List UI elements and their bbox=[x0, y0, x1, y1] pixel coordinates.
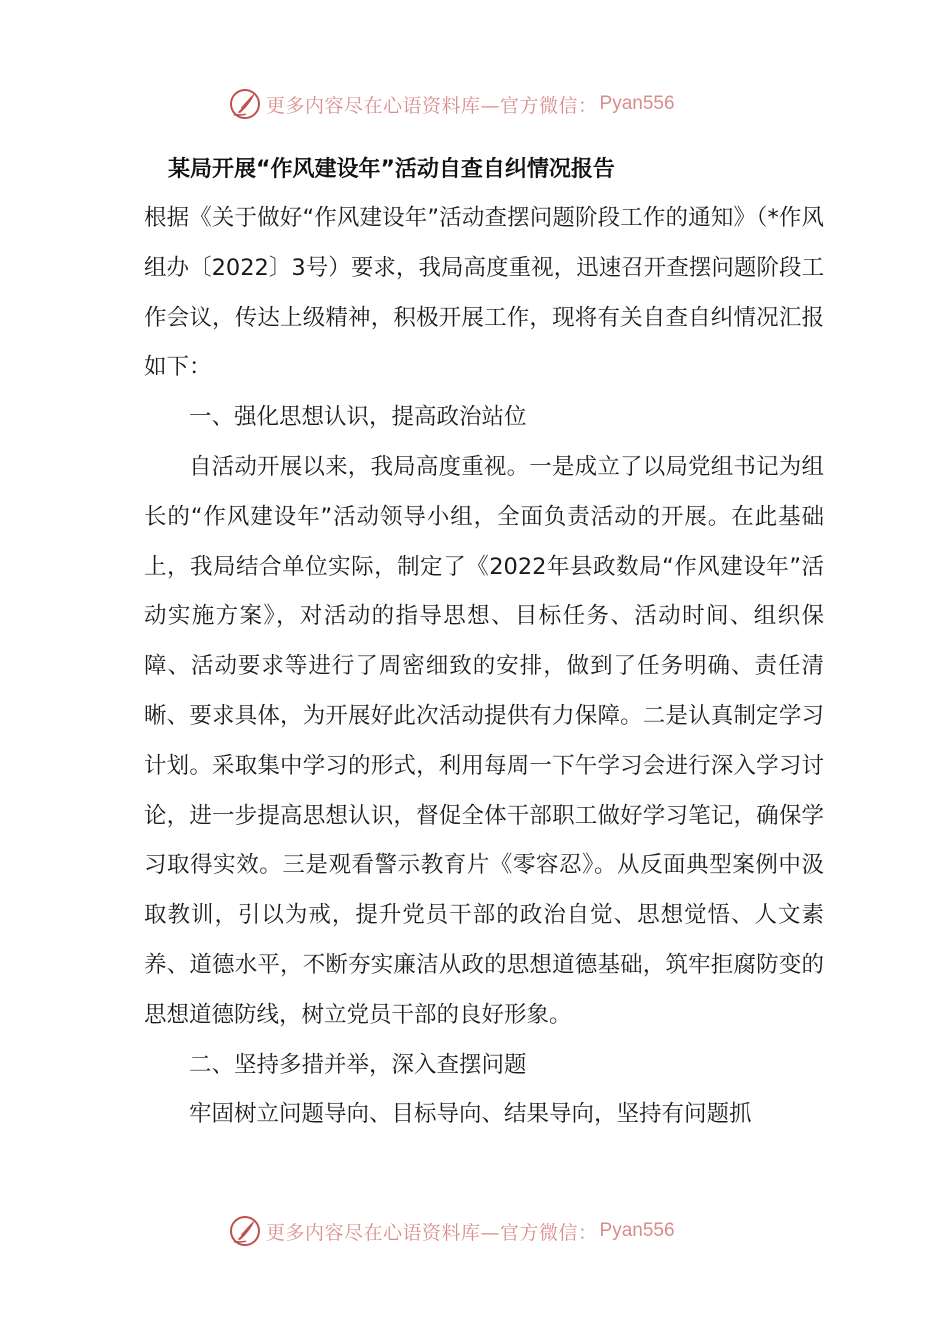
intro-paragraph: 根据《关于做好“作风建设年”活动查摆问题阶段工作的通知》（*作风组办〔2022〕3号）要求，我局高度重视，迅速召开查摆问题阶段工作会议，传达上级精神，积极开展工作，现将有关自查自纠情况汇报如下： bbox=[144, 205, 824, 381]
watermark-wechat-id: Pyan556 bbox=[599, 93, 675, 114]
section-1-paragraph: 自活动开展以来，我局高度重视。一是成立了以局党组书记为组长的“作风建设年”活动领导小组，全面负责活动的开展。在此基础上，我局结合单位实际，制定了《2022年县政数局“作风建设年”活动实施方案》，对活动的指导思想、目标任务、活动时间、组织保障、活动要求等进行了周密细致的安排，做到了任务明确、责任清晰、要求具体，为开展好此次活动提供有力保障。二是认真制定学习计划。采取集中学习的形式，利用每周一下午学习会进行深入学习讨论，进一步提高思想认识，督促全体干部职工做好学习笔记，确保学习取得实效。三是观看警示教育片《零容忍》。从反面典型案例中汲取教训，引以为戒，提升党员干部的政治自觉、思想觉悟、人文素养、道德水平，不断夯实廉洁从政的思想道德基础，筑牢拒腐防变的思想道德防线，树立党员干部的良好形象。 bbox=[144, 453, 824, 1028]
section-heading-2: 二、坚持多措并举，深入查摆问题 bbox=[189, 1051, 527, 1078]
watermark-text: 更多内容尽在心语资料库—官方微信： bbox=[266, 1221, 598, 1244]
footer-watermark bbox=[228, 1211, 748, 1251]
section-2-paragraph: 牢固树立问题导向、目标导向、结果导向，坚持有问题抓 bbox=[189, 1101, 752, 1128]
quill-pen-logo-icon bbox=[228, 87, 262, 121]
watermark-wechat-id: Pyan556 bbox=[599, 1220, 675, 1241]
quill-pen-logo-icon bbox=[228, 1214, 262, 1248]
watermark-text: 更多内容尽在心语资料库—官方微信： bbox=[266, 94, 598, 117]
header-watermark bbox=[228, 84, 748, 124]
section-heading-1: 一、强化思想认识，提高政治站位 bbox=[189, 404, 527, 431]
document-body bbox=[144, 194, 824, 1140]
document-title: 某局开展“作风建设年”活动自查自纠情况报告 bbox=[168, 157, 615, 182]
